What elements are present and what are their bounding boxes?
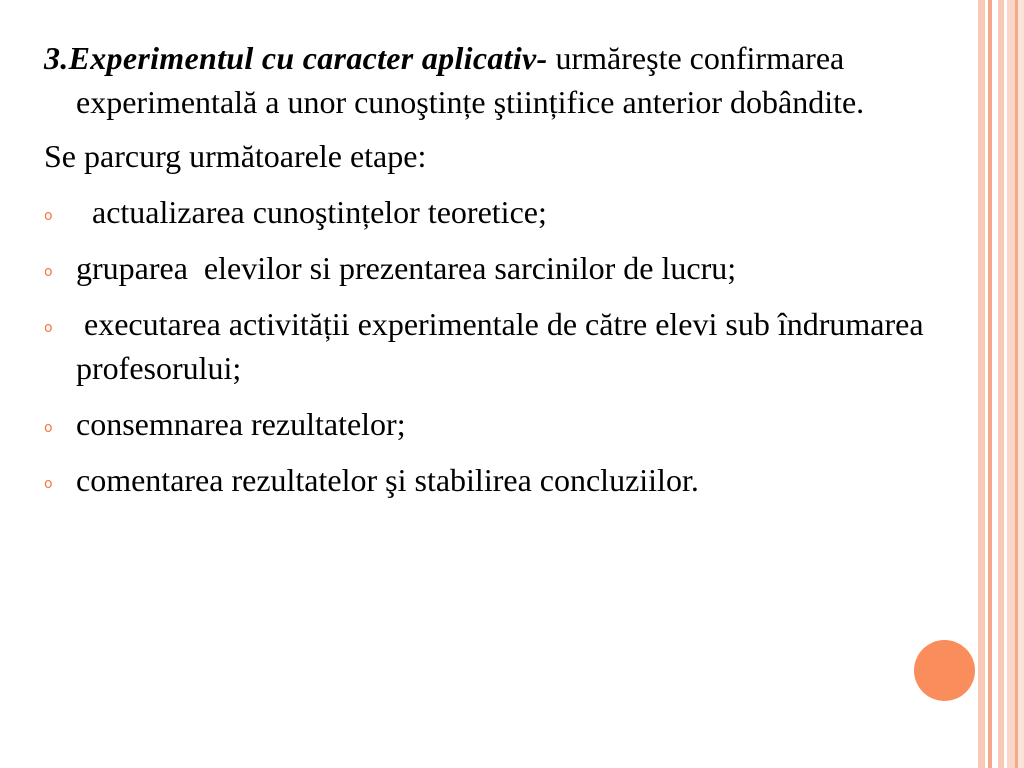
bullet-circle-icon: o	[44, 420, 53, 436]
steps-list	[44, 190, 974, 502]
bullet-circle-icon: o	[44, 320, 53, 336]
heading-paragraph	[44, 36, 974, 124]
list-item-text: comentarea rezultatelor şi stabilirea concluziilor.	[76, 462, 699, 498]
list-item	[44, 458, 974, 502]
decorative-stripe	[1007, 0, 1015, 768]
list-item-text: gruparea elevilor si prezentarea sarcinilor de lucru;	[76, 250, 737, 286]
list-item-text: actualizarea cunoştințelor teoretice;	[76, 194, 547, 230]
list-item	[44, 402, 974, 446]
list-item-text: consemnarea rezultatelor;	[76, 406, 406, 442]
heading-title: 3.Experimentul cu caracter aplicativ-	[44, 40, 548, 76]
heading-description: urmăreşte confirmarea experimentală a unor cunoştințe ştiințifice anterior dobândite.	[76, 40, 865, 120]
decorative-stripe	[1018, 0, 1024, 768]
bullet-circle-icon: o	[44, 476, 53, 492]
list-item	[44, 302, 974, 390]
decorative-circle	[914, 640, 975, 701]
bullet-circle-icon: o	[44, 264, 53, 280]
list-item	[44, 190, 974, 234]
intro-text: Se parcurg următoarele etape:	[44, 138, 427, 174]
list-item	[44, 246, 974, 290]
slide-body	[44, 36, 974, 502]
bullet-circle-icon: o	[44, 208, 53, 224]
decorative-stripe	[978, 0, 985, 768]
list-item-text: executarea activității experimentale de către elevi sub îndrumarea profesorului;	[76, 306, 932, 386]
